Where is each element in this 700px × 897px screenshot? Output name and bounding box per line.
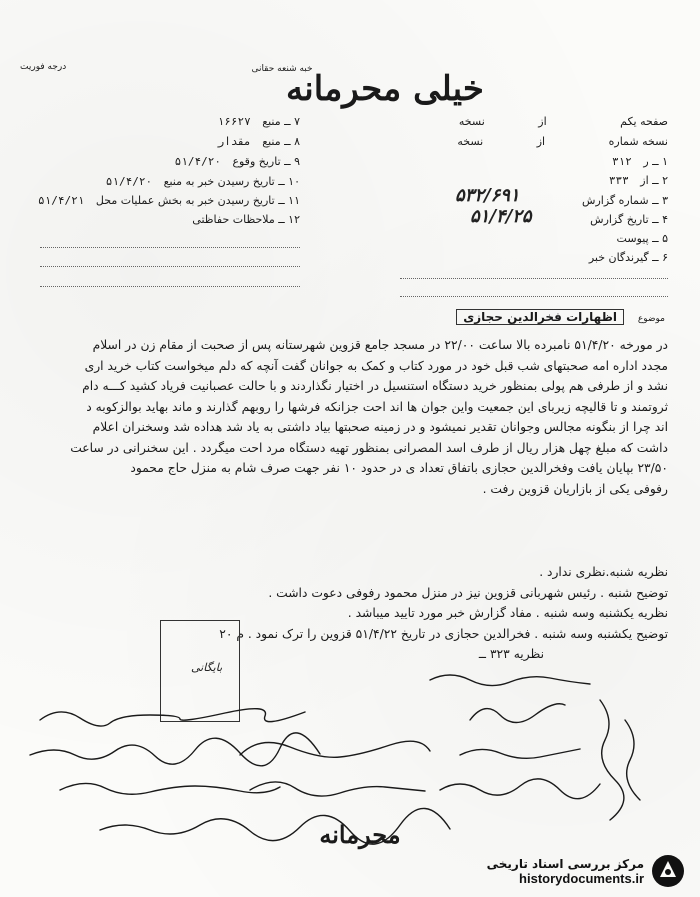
body-line: ثروتمند و تا قالیچه زیربای این جمعیت واین جوان ها اند احت جزانکه فرشها را روبهم گذارند و ماند بهاید بوالزکوبه د	[86, 399, 668, 414]
subject-line: موضوع اظهارات فخرالدین حجازی	[300, 310, 665, 324]
dotted-line	[400, 278, 668, 279]
stamp-text: بایگانی	[191, 661, 223, 674]
field-source: ۷ ــ منبع ۱۶۶۲۷	[217, 115, 300, 128]
handwriting-stroke	[440, 779, 600, 799]
body-line: رفوفی یکی از بازاریان قزوین رفت .	[482, 481, 668, 496]
watermark	[487, 853, 686, 889]
document-title: خیلی محرمانه	[286, 69, 484, 109]
field-date-occurrence: ۹ ــ تاریخ وقوع ۵۱/۴/۲۰	[174, 155, 300, 168]
field-page: صفحه یکم از نسخه	[458, 115, 668, 128]
field-attachment: ۵ ــ پیوست	[616, 232, 668, 245]
watermark-fa: مرکز بررسی اسناد تاریخی	[486, 856, 644, 871]
watermark-logo-icon	[650, 853, 686, 889]
body-line: اند چرا از بنگونه مجالس وجوانان تقدیر نمیشود و در زمینه صحبتها بیاد داشتی به یاد شد هداده شد وسخنران اعلام	[92, 420, 668, 434]
body-line: داشت که مبلغ چهل هزار ریال از طرف اسد المصرانی بمنظور تهیه دستگاه مرد احت میگردد . این سخنرانی در ساعت	[70, 440, 668, 455]
field-report-number: ۳ ــ شماره گزارش	[582, 194, 668, 207]
report-notes	[24, 562, 668, 665]
body-line: ۲۳/۵۰ بپایان یافت وفخرالدین حجازی باتفاق تعداد ی در حدود ۱۰ نفر جهت صرف شام به منزل حاج محمود	[130, 461, 668, 475]
note-line: نظریه شنبه.نظری ندارد .	[539, 565, 668, 579]
handwriting-stroke	[60, 783, 280, 794]
priority-label: درجه فوریت	[20, 62, 67, 72]
field-recipients: ۶ ــ گیرندگان خبر	[588, 251, 668, 264]
body-line: نشد و از طرفی هم پولی بمنظور خرید دستگاه استنسیل در اختیار نگذاردند و با حالت عصبانیت فریاد کشید کـــه دام	[82, 379, 668, 393]
field-security-notes: ۱۲ ــ ملاحظات حفاظتی	[192, 213, 300, 226]
watermark-en: historydocuments.ir	[519, 870, 644, 886]
note-line: توضیح یکشنبه وسه شنبه . فخرالدین حجازی در تاریخ ۵۱/۴/۲۲ قزوین را ترک نمود . م ۲۰	[219, 626, 668, 641]
field-date-operations: ۱۱ ــ تاریخ رسیدن خبر به بخش عملیات محل ۵۱/۴/۲۱	[38, 194, 300, 207]
field-date-received: ۱۰ ــ تاریخ رسیدن خبر به منبع ۵۱/۴/۲۰	[105, 175, 300, 188]
report-date-handwritten: ۵۱/۴/۲۵	[470, 206, 532, 227]
field-from: ۲ ــ از ۳۳۳	[608, 174, 668, 187]
field-source-2: ۸ ــ منبع مقدار	[217, 135, 300, 148]
subject-value: اظهارات فخرالدین حجازی	[456, 309, 624, 325]
handwriting-stroke	[30, 733, 320, 766]
handwriting-stroke	[625, 720, 640, 800]
dotted-line	[40, 286, 300, 287]
handwriting-stroke	[430, 675, 590, 686]
field-r: ۱ ــ ر ۳۱۲	[611, 155, 668, 168]
handwriting-stroke	[240, 741, 430, 757]
field-report-date: ۴ ــ تاریخ گزارش	[590, 213, 668, 226]
handwriting-stroke	[600, 700, 624, 820]
dotted-line	[400, 296, 668, 297]
dotted-line	[40, 266, 300, 267]
dotted-line	[40, 247, 300, 248]
field-copy: نسخه شماره از نسخه	[457, 135, 668, 148]
note-line: توضیح شنبه . رئیس شهربانی قزوین نیز در منزل محمود رفوفی دعوت داشت .	[268, 585, 668, 600]
handwriting-stroke	[460, 749, 580, 758]
body-line: در مورخه ۵۱/۴/۲۰ نامبرده بالا ساعت ۲۲/۰۰ در مسجد جامع قزوین شهرستانه پس از صحبت از مقام زن در اسلام	[92, 338, 668, 352]
report-number-handwritten: ۵۳۲/۶۹۱	[455, 185, 520, 206]
body-line: مجدد اداره امه صحبتهای شب قبل خود در مورد کتاب و کمک به جوانان گفت آنچه که دلم میخواست کتاب خرید اری	[84, 358, 668, 373]
report-body	[24, 335, 668, 499]
footer-classification: محرمانه	[319, 820, 401, 849]
note-line: نظریه ۳۲۳ ــ	[478, 647, 544, 661]
stamp-label: خبه شنعه حقانی	[251, 64, 313, 74]
note-line: نظریه یکشنبه وسه شنبه . مفاد گزارش خبر مورد تایید میباشد .	[347, 606, 668, 620]
handwriting-stroke	[470, 704, 565, 723]
handwriting-stroke	[40, 709, 305, 726]
